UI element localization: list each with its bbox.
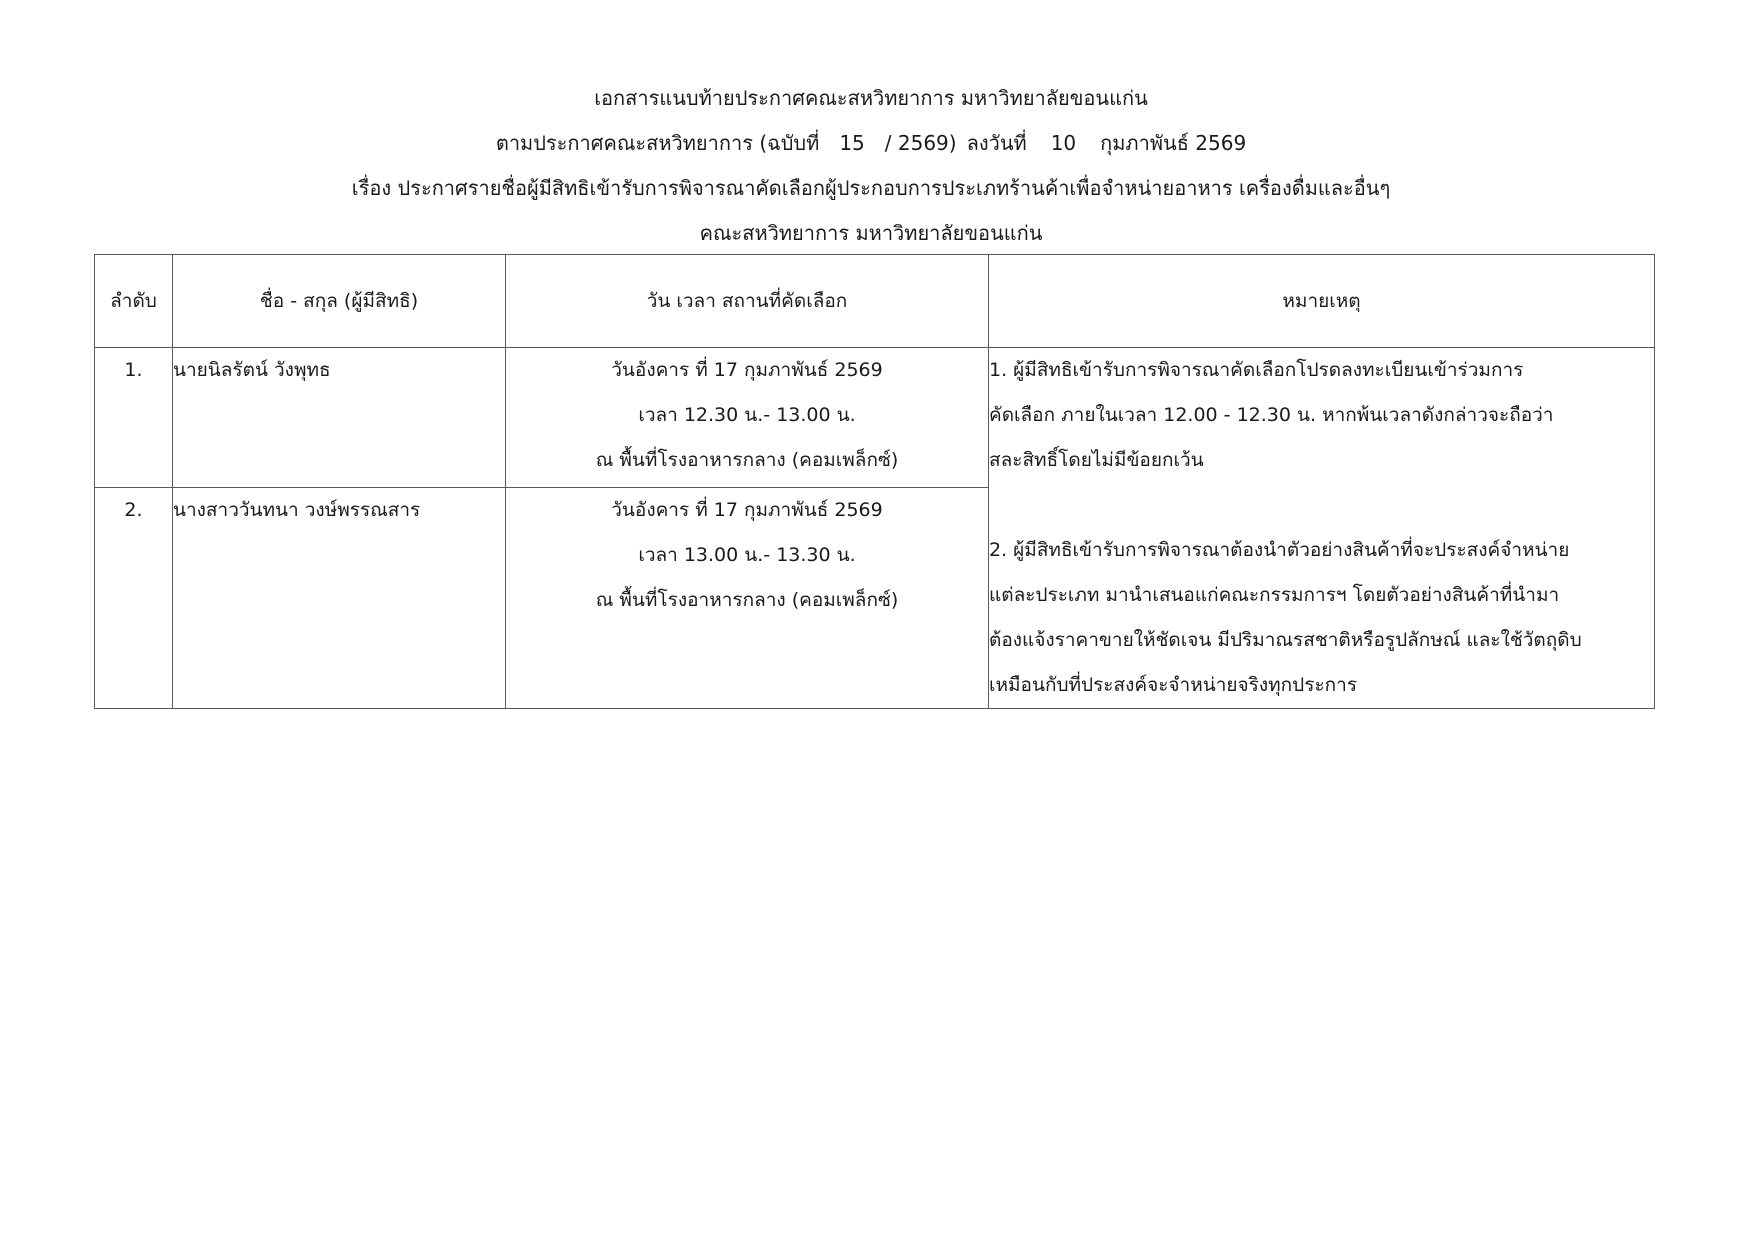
selection-time: เวลา 12.30 น.- 13.00 น. <box>638 404 856 426</box>
selection-date: วันอังคาร ที่ 17 กุมภาพันธ์ 2569 <box>611 499 883 522</box>
selection-time: เวลา 13.00 น.- 13.30 น. <box>638 544 856 567</box>
remarks-cell <box>989 348 1655 709</box>
column-header-schedule: วัน เวลา สถานที่คัดเลือก <box>506 255 989 348</box>
row-number: 1. <box>95 348 173 488</box>
selection-place: ณ พื้นที่โรงอาหารกลาง (คอมเพล็กซ์) <box>595 449 899 471</box>
column-header-name: ชื่อ - สกุล (ผู้มีสิทธิ) <box>173 255 506 348</box>
selection-schedule <box>506 488 989 709</box>
document-header <box>0 76 1742 256</box>
column-header-remarks: หมายเหตุ <box>989 255 1655 348</box>
header-line-reference <box>0 121 1742 166</box>
column-header-no: ลำดับ <box>95 255 173 348</box>
selection-place: ณ พื้นที่โรงอาหารกลาง (คอมเพล็กซ์) <box>595 589 899 612</box>
header-line-subject: เรื่อง ประกาศรายชื่อผู้มีสิทธิเข้ารับการพิจารณาคัดเลือกผู้ประกอบการประเภทร้านค้าเพื่อจำหน่ายอาหาร เครื่องดื่มและอื่นๆ <box>351 176 1391 200</box>
remark-line: เหมือนกับที่ประสงค์จะจำหน่ายจริงทุกประการ <box>989 674 1358 696</box>
remark-product-samples <box>989 528 1654 708</box>
selection-schedule <box>506 348 989 488</box>
header-line-faculty: คณะสหวิทยาการ มหาวิทยาลัยขอนแก่น <box>699 221 1043 245</box>
remark-line: ต้องแจ้งราคาขายให้ชัดเจน มีปริมาณรสชาติหรือรูปลักษณ์ และใช้วัตถุดิบ <box>989 629 1582 651</box>
selection-date: วันอังคาร ที่ 17 กุมภาพันธ์ 2569 <box>611 359 883 381</box>
table-header-row <box>95 255 1655 348</box>
remark-line: สละสิทธิ์โดยไม่มีข้อยกเว้น <box>989 449 1204 471</box>
date-month-year: กุมภาพันธ์ 2569 <box>1100 131 1247 155</box>
remark-line: 2. ผู้มีสิทธิเข้ารับการพิจารณาต้องนำตัวอย่างสินค้าที่จะประสงค์จำหน่าย <box>989 539 1570 561</box>
dated-label: ลงวันที่ <box>966 131 1027 155</box>
reference-prefix: ตามประกาศคณะสหวิทยาการ (ฉบับที่ <box>495 131 820 155</box>
candidate-name: นางสาววันทนา วงษ์พรรณสาร <box>173 488 506 709</box>
remark-line: คัดเลือก ภายในเวลา 12.00 - 12.30 น. หากพ้นเวลาดังกล่าวจะถือว่า <box>989 404 1554 426</box>
header-line-attachment: เอกสารแนบท้ายประกาศคณะสหวิทยาการ มหาวิทยาลัยขอนแก่น <box>594 86 1148 110</box>
announcement-number: 15 <box>839 131 865 155</box>
eligible-candidates-table <box>94 254 1655 709</box>
row-number: 2. <box>95 488 173 709</box>
remark-line: แต่ละประเภท มานำเสนอแก่คณะกรรมการฯ โดยตัวอย่างสินค้าที่นำมา <box>989 584 1560 606</box>
table-row <box>95 348 1655 488</box>
candidate-name: นายนิลรัตน์ วังพุทธ <box>173 348 506 488</box>
remark-line: 1. ผู้มีสิทธิเข้ารับการพิจารณาคัดเลือกโปรดลงทะเบียนเข้าร่วมการ <box>989 359 1524 381</box>
announcement-year: / 2569) <box>884 131 957 155</box>
remark-registration <box>989 348 1654 483</box>
date-day: 10 <box>1050 131 1077 155</box>
